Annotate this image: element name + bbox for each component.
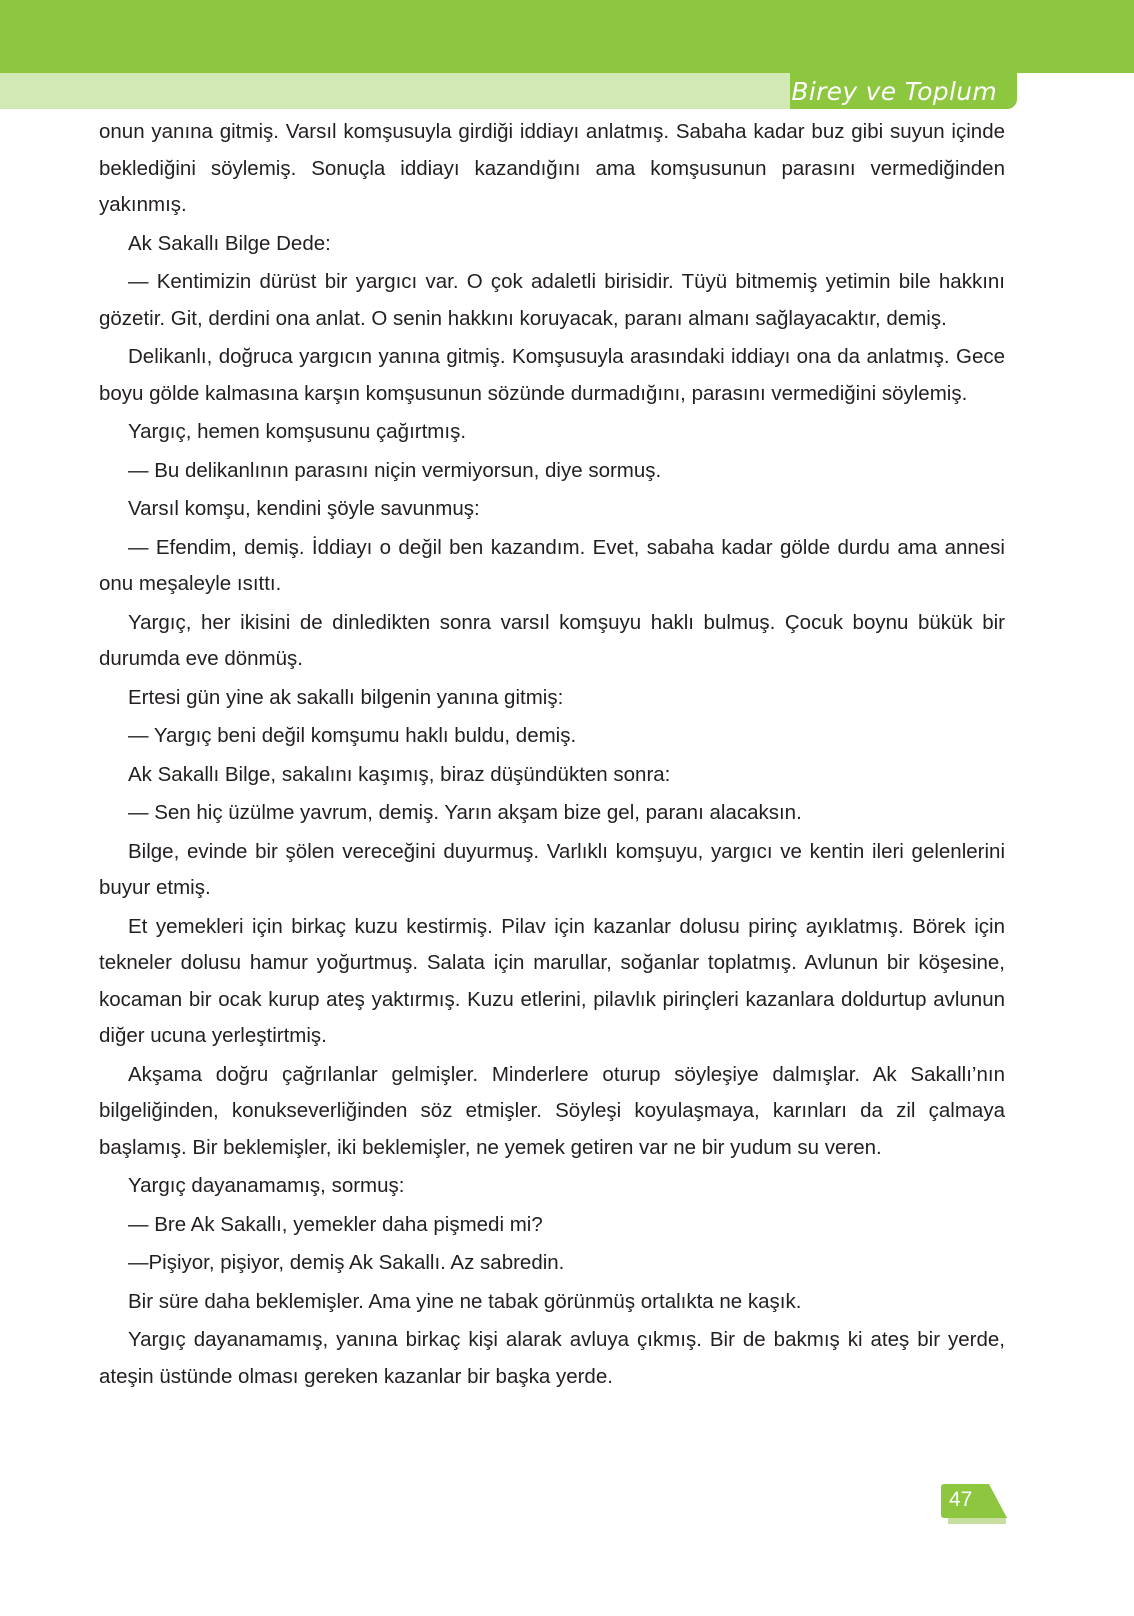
- header-band: [0, 0, 1134, 73]
- header-tab: [790, 73, 1017, 109]
- paragraph: — Bu delikanlının parasını niçin vermiyorsun, diye sormuş.: [128, 458, 662, 482]
- paragraph: Bir süre daha beklemişler. Ama yine ne tabak görünmüş ortalıkta ne kaşık.: [128, 1289, 802, 1313]
- paragraph: Akşama doğru çağrılanlar gelmişler. Minderlere oturup söyleşiye dalmışlar. Ak Sakallı’nın bilgeliğinden, konukseverliğinden söz etmişler. Söyleşi koyulaşmaya, karınları da zil çalmaya başlamış. Bir beklemişler, iki beklemişler, ne yemek getiren var ne bir yudum su veren.: [99, 1062, 1005, 1159]
- page-number: 47: [949, 1488, 973, 1511]
- paragraph: Yargıç, her ikisini de dinledikten sonra varsıl komşuyu haklı bulmuş. Çocuk boynu bükük bir durumda eve dönmüş.: [99, 610, 1005, 670]
- paragraph: — Sen hiç üzülme yavrum, demiş. Yarın akşam bize gel, paranı alacaksın.: [128, 801, 802, 824]
- page-number-shadow: [948, 1517, 1006, 1524]
- paragraph: Delikanlı, doğruca yargıcın yanına gitmiş. Komşusuyla arasındaki iddiayı ona da anlatmış. Gece boyu gölde kalmasına karşın komşusunun sözünde durmadığını, parasını vermediğini söylemiş.: [99, 345, 1005, 405]
- paragraph: Yargıç dayanamamış, yanına birkaç kişi alarak avluya çıkmış. Bir de bakmış ki ateş bir yerde, ateşin üstünde olması gereken kazanlar bir başka yerde.: [99, 1328, 1005, 1388]
- paragraph: Ak Sakallı Bilge, sakalını kaşımış, biraz düşündükten sonra:: [128, 762, 671, 786]
- paragraph: — Yargıç beni değil komşumu haklı buldu, demiş.: [128, 724, 577, 747]
- paragraph: Varsıl komşu, kendini şöyle savunmuş:: [128, 497, 480, 520]
- paragraph: Et yemekleri için birkaç kuzu kestirmiş. Pilav için kazanlar dolusu pirinç ayıklatmış. Börek için tekneler dolusu hamur yoğurtmuş. Salata için marullar, soğanlar toplatmış. Avlunun bir köşesine, kocaman bir ocak kurup ateş yaktırmış. Kuzu etlerini, pilavlık pirinçleri kazanlara doldurtup avlunun diğer ucuna yerleştirtmiş.: [99, 914, 1005, 1047]
- paragraph: — Kentimizin dürüst bir yargıcı var. O çok adaletli birisidir. Tüyü bitmemiş yetimin bile hakkını gözetir. Git, derdini ona anlat. O senin hakkını koruyacak, paranı almanı sağlayacaktır, demiş.: [99, 270, 1005, 330]
- page-number-tab: [941, 1484, 989, 1518]
- section-title: Birey ve Toplum: [791, 77, 997, 106]
- paragraph: onun yanına gitmiş. Varsıl komşusuyla girdiği iddiayı anlatmış. Sabaha kadar buz gibi suyun içinde beklediğini söylemiş. Sonuçla iddiayı kazandığını ama komşusunun parasını vermediğinden yakınmış.: [99, 120, 1005, 216]
- paragraph: Ertesi gün yine ak sakallı bilgenin yanına gitmiş:: [128, 685, 564, 709]
- story-text: [99, 114, 1005, 1397]
- paragraph: Ak Sakallı Bilge Dede:: [128, 231, 331, 255]
- paragraph: — Efendim, demiş. İddiayı o değil ben kazandım. Evet, sabaha kadar gölde durdu ama annesi onu meşaleyle ısıttı.: [99, 535, 1005, 595]
- paragraph: —Pişiyor, pişiyor, demiş Ak Sakallı. Az sabredin.: [128, 1251, 565, 1274]
- paragraph: Yargıç, hemen komşusunu çağırtmış.: [128, 420, 467, 443]
- paragraph: Yargıç dayanamamış, sormuş:: [128, 1174, 405, 1197]
- paragraph: Bilge, evinde bir şölen vereceğini duyurmuş. Varlıklı komşuyu, yargıcı ve kentin ileri gelenlerini buyur etmiş.: [99, 839, 1005, 899]
- paragraph: — Bre Ak Sakallı, yemekler daha pişmedi mi?: [128, 1212, 543, 1236]
